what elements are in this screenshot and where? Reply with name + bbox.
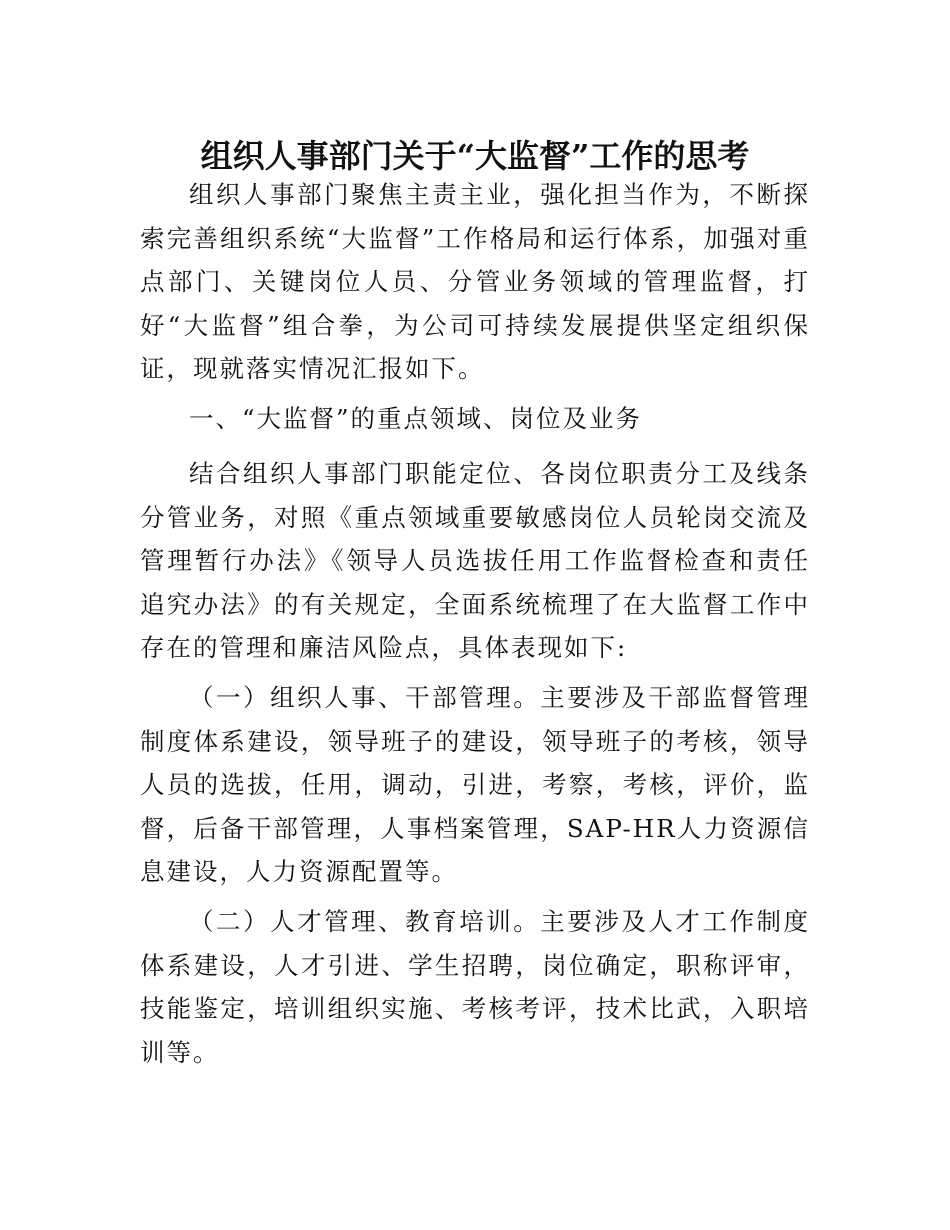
document-title: 组织人事部门关于“大监督”工作的思考 [200, 137, 750, 176]
intro-paragraph: 组织人事部门聚焦主责主业，强化担当作为，不断探索完善组织系统“大监督”工作格局和运行体系，加强对重点部门、关键岗位人员、分管业务领域的管理监督，打好“大监督”组合拳，为公司可持续发展提供坚定组织保证，现就落实情况汇报如下。 [140, 180, 810, 383]
section-1-paragraph: 结合组织人事部门职能定位、各岗位职责分工及线条分管业务，对照《重点领域重要敏感岗位人员轮岗交流及管理暂行办法》《领导人员选拔任用工作监督检查和责任追究办法》的有关规定，全面系统梳理了在大监督工作中存在的管理和廉洁风险点，具体表现如下: [140, 459, 810, 662]
item-2-paragraph: （二）人才管理、教育培训。主要涉及人才工作制度体系建设，人才引进、学生招聘，岗位确定，职称评审，技能鉴定，培训组织实施、考核考评，技术比武，入职培训等。 [140, 907, 810, 1067]
section-heading-1: 一、“大监督”的重点领域、岗位及业务 [189, 404, 643, 433]
item-1-paragraph: （一）组织人事、干部管理。主要涉及干部监督管理制度体系建设，领导班子的建设，领导班子的考核，领导人员的选拔，任用，调动，引进，考察，考核，评价，监督，后备干部管理，人事档案管理，SAP-HR人力资源信息建设，人力资源配置等。 [140, 683, 810, 886]
